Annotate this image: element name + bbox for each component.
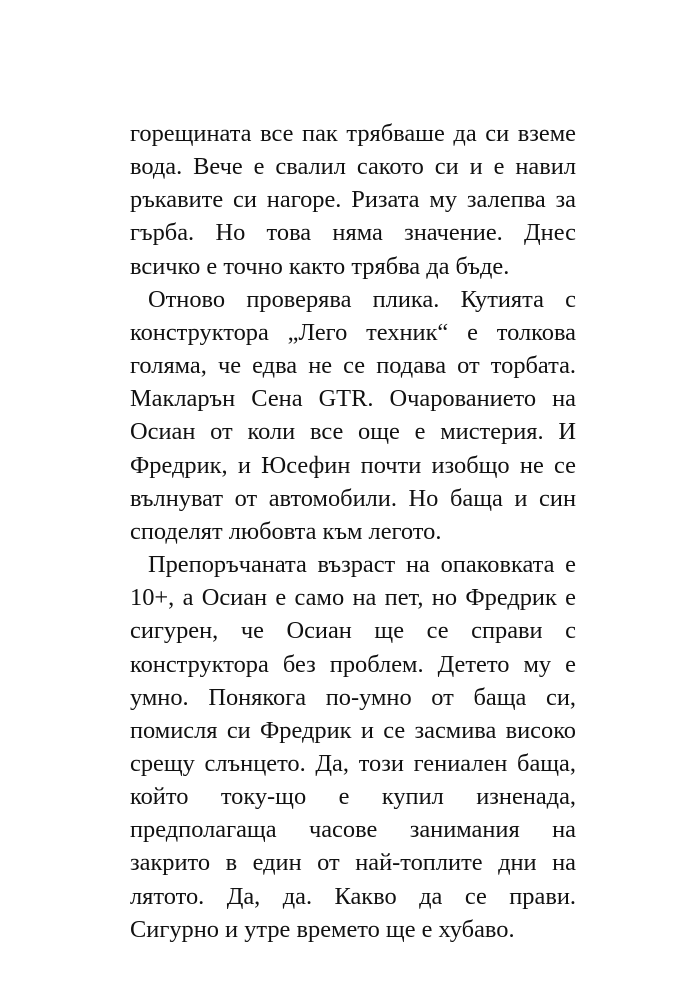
text-line: срещу слънцето. Да, този гениален баща, xyxy=(130,749,576,777)
paragraph xyxy=(130,283,576,548)
text-line: вода. Вече е свалил сакото си и е навил xyxy=(130,153,576,181)
text-line: конструктора „Лего техник“ е толкова xyxy=(130,318,576,346)
body-text xyxy=(130,117,576,946)
text-line: ръкавите си нагоре. Ризата му залепва за xyxy=(130,186,576,214)
text-line: който току-що е купил изненада, xyxy=(130,783,576,811)
text-line: гърба. Но това няма значение. Днес xyxy=(130,219,576,247)
text-line: всичко е точно както трябва да бъде. xyxy=(130,252,510,280)
text-line: Сигурно и утре времето ще е хубаво. xyxy=(130,915,515,943)
text-line: Осиан от коли все още е мистерия. И xyxy=(130,418,576,446)
text-line: предполагаща часове занимания на xyxy=(130,816,576,844)
text-line: Фредрик, и Юсефин почти изобщо не се xyxy=(130,451,576,479)
text-line: закрито в един от най-топлите дни на xyxy=(130,849,576,877)
text-line: 10+, а Осиан е само на пет, но Фредрик е xyxy=(130,584,576,612)
text-line: помисля си Фредрик и се засмива високо xyxy=(130,716,576,744)
text-line: сигурен, че Осиан ще се справи с xyxy=(130,617,576,645)
paragraph xyxy=(130,548,576,946)
text-line: Отново проверява плика. Кутията с xyxy=(148,285,576,313)
text-line: споделят любовта към легото. xyxy=(130,517,442,545)
text-line: умно. Понякога по-умно от баща си, xyxy=(130,683,576,711)
text-line: горещината все пак трябваше да си вземе xyxy=(130,120,576,147)
text-line: конструктора без проблем. Детето му е xyxy=(130,650,576,678)
text-line: лятото. Да, да. Какво да се прави. xyxy=(130,882,576,910)
paragraph xyxy=(130,117,576,283)
text-line: Макларън Сена GTR. Очарованието на xyxy=(130,385,576,413)
text-line: голяма, че едва не се подава от торбата. xyxy=(130,352,576,380)
text-line: Препоръчаната възраст на опаковката е xyxy=(148,551,576,579)
text-line: вълнуват от автомобили. Но баща и син xyxy=(130,484,576,512)
